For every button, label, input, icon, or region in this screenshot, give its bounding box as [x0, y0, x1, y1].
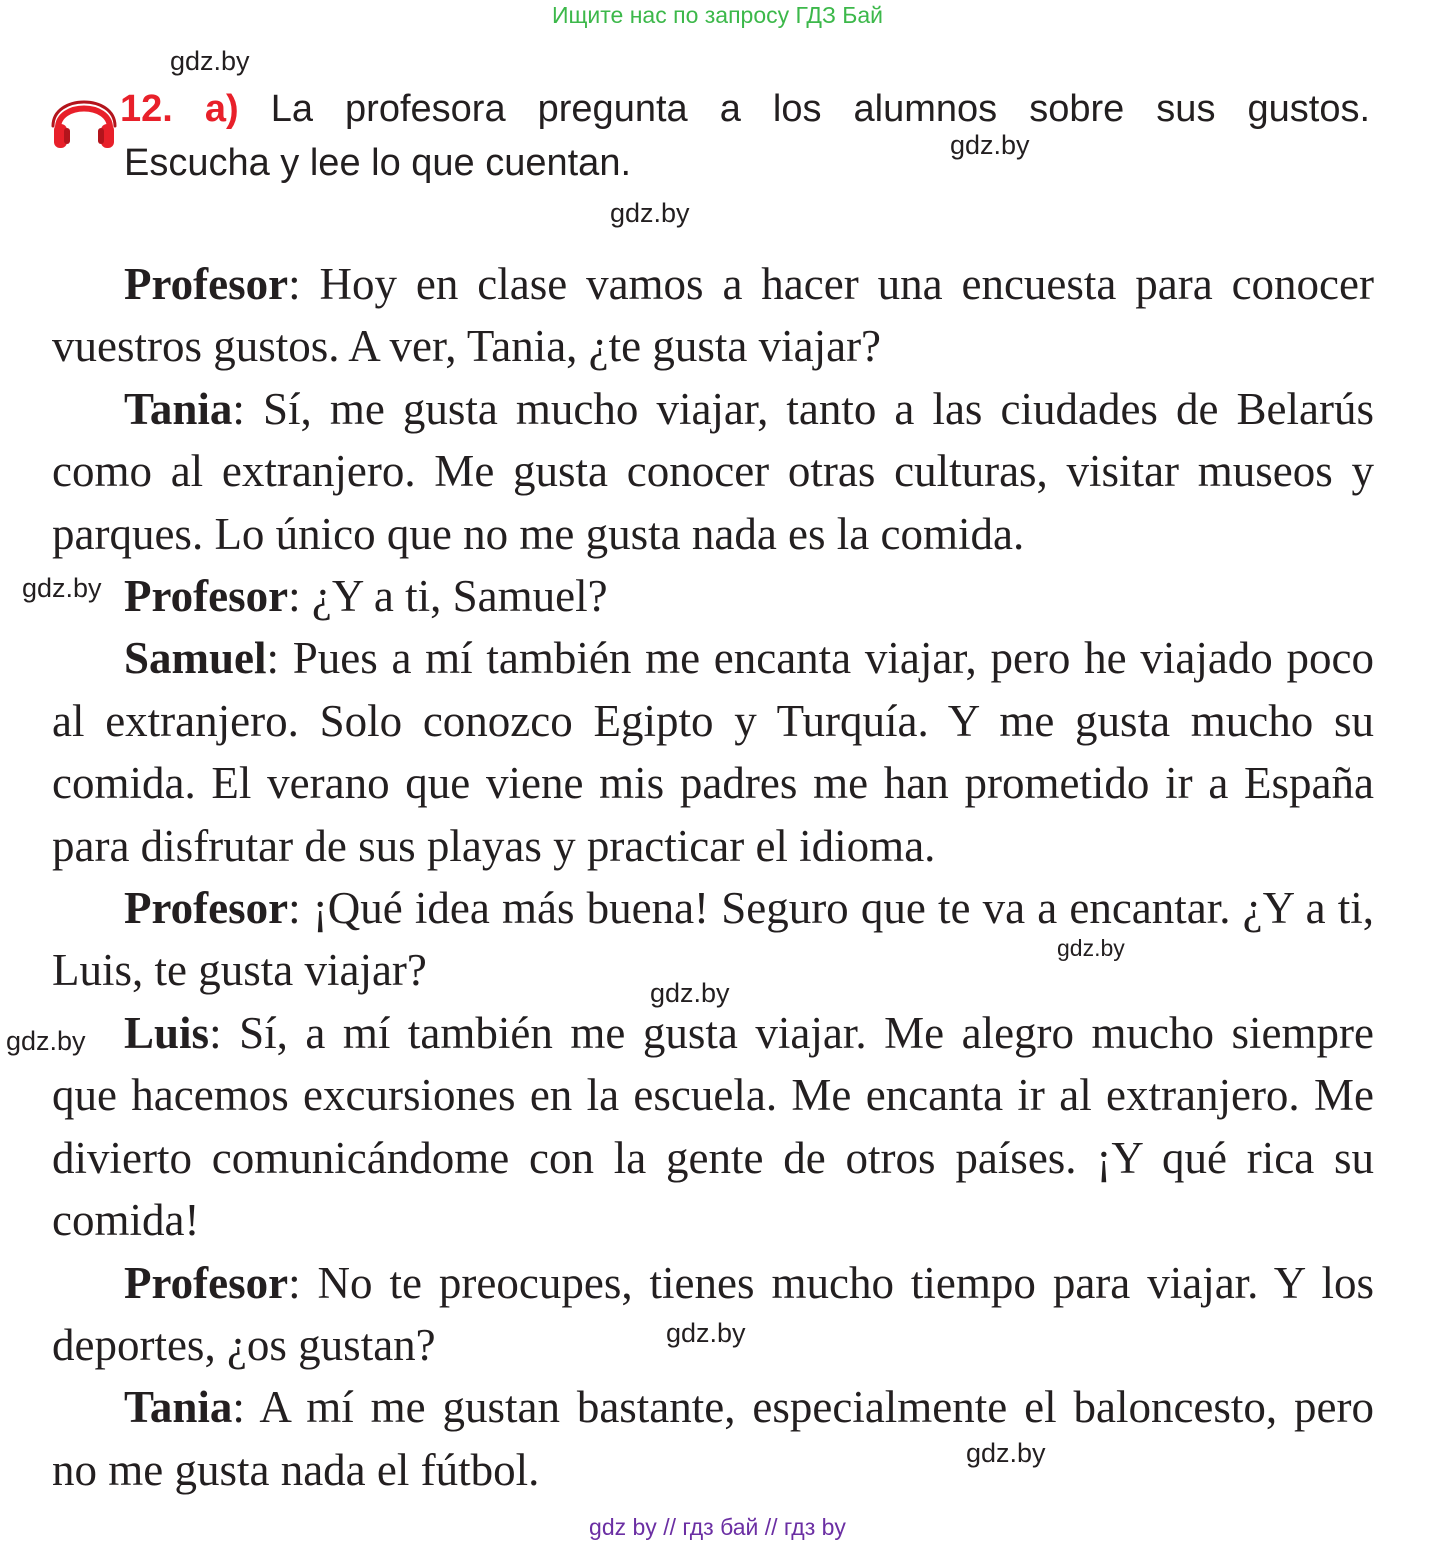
task-number: 12. a) — [120, 88, 239, 130]
speaker-text: : No te preocupes, tienes mucho tiempo para viajar. Y los deportes, ¿os gustan? — [52, 1257, 1374, 1370]
watermark: gdz.by — [610, 198, 690, 228]
watermark: gdz.by — [666, 1318, 746, 1348]
dialogue-turn — [52, 253, 1374, 378]
speaker-text: : Sí, me gusta mucho viajar, tanto a las ciudades de Belarús como al extranjero. Me gusta conocer otras culturas, visitar museos y parques. Lo único que no me gusta nada es la comida. — [52, 383, 1374, 559]
watermark: gdz.by — [170, 46, 250, 76]
task-text-1: La profesora pregunta a los alumnos sobre sus gustos. — [270, 88, 1371, 130]
headphones-icon — [50, 88, 118, 152]
task-line-1 — [120, 82, 1370, 136]
speaker-text: : Sí, a mí también me gusta viajar. Me alegro mucho siempre que hacemos excursiones en la escuela. Me encanta ir al extranjero. Me divierto comunicándome con la gente de otros países. ¡Y qué rica su comida! — [52, 1007, 1374, 1246]
watermark: gdz.by — [6, 1026, 86, 1056]
dialogue-turn — [52, 565, 1374, 627]
speaker-text: : ¡Qué idea más buena! Seguro que te va a encantar. ¿Y a ti, Luis, te gusta viajar? — [52, 883, 1374, 996]
dialogue-turn — [52, 877, 1374, 1002]
dialogue-turn — [52, 1002, 1374, 1252]
speaker-name: Tania — [124, 383, 233, 434]
task-text-2: Escucha y lee lo que cuentan. — [124, 142, 632, 184]
speaker-text: : ¿Y a ti, Samuel? — [288, 571, 608, 622]
dialogue — [52, 253, 1374, 1501]
watermark: gdz.by — [650, 978, 730, 1008]
dialogue-turn — [52, 378, 1374, 565]
speaker-name: Profesor — [124, 1257, 289, 1308]
speaker-name: Profesor — [124, 571, 289, 622]
watermark: gdz.by — [22, 573, 102, 603]
task-instruction — [120, 82, 1370, 190]
speaker-text: : Hoy en clase vamos a hacer una encuesta para conocer vuestros gustos. A ver, Tania, ¿te gusta viajar? — [52, 259, 1374, 372]
speaker-name: Samuel — [124, 633, 267, 684]
speaker-name: Profesor — [124, 259, 289, 309]
speaker-text: : Pues a mí también me encanta viajar, pero he viajado poco al extranjero. Solo conozco Egipto y Turquía. Y me gusta mucho su comida. El verano que viene mis padres me han prometido ir a España para disfrutar de sus playas y practicar el idioma. — [52, 633, 1374, 871]
watermark: gdz.by — [966, 1438, 1046, 1468]
dialogue-turn — [52, 627, 1374, 877]
dialogue-turn — [52, 1252, 1374, 1377]
watermark: gdz.by — [950, 130, 1030, 160]
speaker-name: Profesor — [124, 883, 289, 934]
speaker-name: Luis — [124, 1007, 210, 1058]
watermark: gdz.by — [1057, 935, 1125, 961]
speaker-name: Tania — [124, 1382, 233, 1433]
dialogue-turn — [52, 1376, 1374, 1501]
bottom-banner: gdz by // гдз бай // гдз by — [589, 1514, 846, 1540]
speaker-text: : A mí me gustan bastante, especialmente el baloncesto, pero no me gusta nada el fútbol. — [52, 1382, 1374, 1495]
top-banner: Ищите нас по запросу ГДЗ Бай — [551, 2, 884, 28]
